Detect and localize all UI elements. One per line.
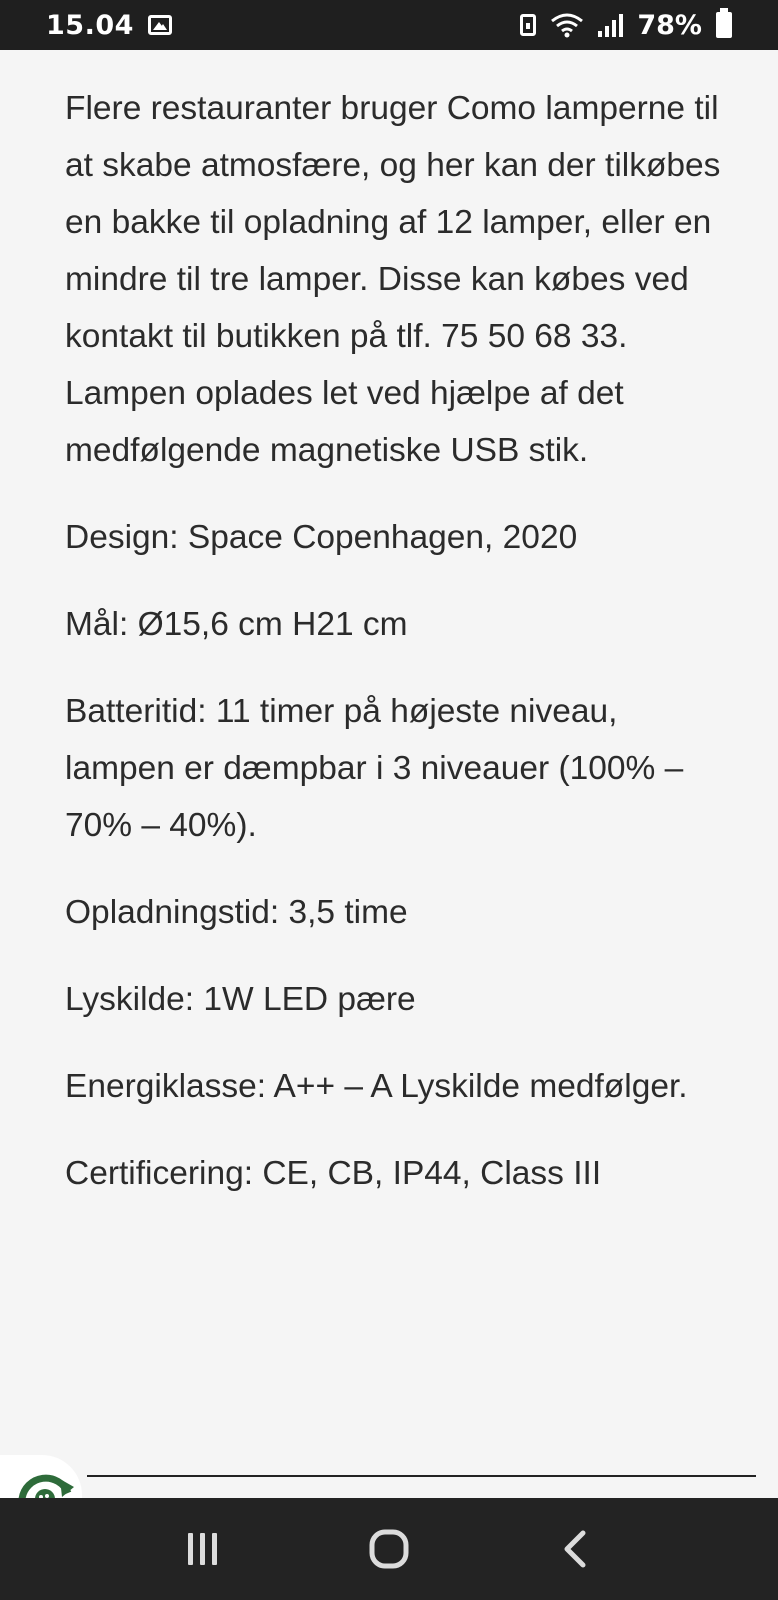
status-left — [46, 10, 172, 41]
bottom-strip — [0, 1455, 778, 1498]
divider-line — [87, 1475, 756, 1477]
battery-icon — [716, 12, 732, 38]
battery-saver-icon — [520, 14, 536, 36]
recent-apps-button[interactable] — [173, 1519, 233, 1579]
signal-icon — [598, 13, 623, 37]
design-line: Design: Space Copenhagen, 2020 — [65, 519, 578, 556]
wifi-icon — [550, 12, 584, 38]
gallery-icon — [148, 15, 172, 35]
energy-class-line: Energiklasse: A++ – A Lyskilde medfølger. — [65, 1068, 688, 1105]
intro-paragraph: Flere restauranter bruger Como lamperne til at skabe atmosfære, og her kan der tilkøbes en bakke til opladning af 12 lamper, eller en mindre til tre lamper. Disse kan købes ved kontakt til butikken på tlf. 75 50 68 33. Lampen oplades let ved hjælpe af det medfølgende magnetiske USB stik. — [65, 90, 721, 469]
light-source-line: Lyskilde: 1W LED pære — [65, 981, 416, 1018]
recycle-badge[interactable] — [0, 1455, 82, 1498]
battery-percent: 78% — [637, 9, 702, 41]
certification-line: Certificering: CE, CB, IP44, Class III — [65, 1155, 602, 1192]
status-bar — [0, 0, 778, 50]
home-button[interactable] — [359, 1519, 419, 1579]
charging-time-line: Opladningstid: 3,5 time — [65, 894, 408, 931]
dimensions-line: Mål: Ø15,6 cm H21 cm — [65, 606, 408, 643]
battery-time-line: Batteritid: 11 timer på højeste niveau, lampen er dæmpbar i 3 niveauer (100% – 70% – 40%). — [65, 693, 684, 844]
recycle-icon — [16, 1467, 76, 1498]
status-right — [520, 10, 732, 41]
navigation-bar — [0, 1498, 778, 1600]
status-time: 15.04 — [46, 9, 134, 41]
home-icon — [367, 1527, 411, 1571]
back-button[interactable] — [545, 1519, 605, 1579]
back-icon — [555, 1529, 595, 1569]
article-content — [65, 80, 735, 1232]
recent-apps-icon — [183, 1529, 223, 1569]
